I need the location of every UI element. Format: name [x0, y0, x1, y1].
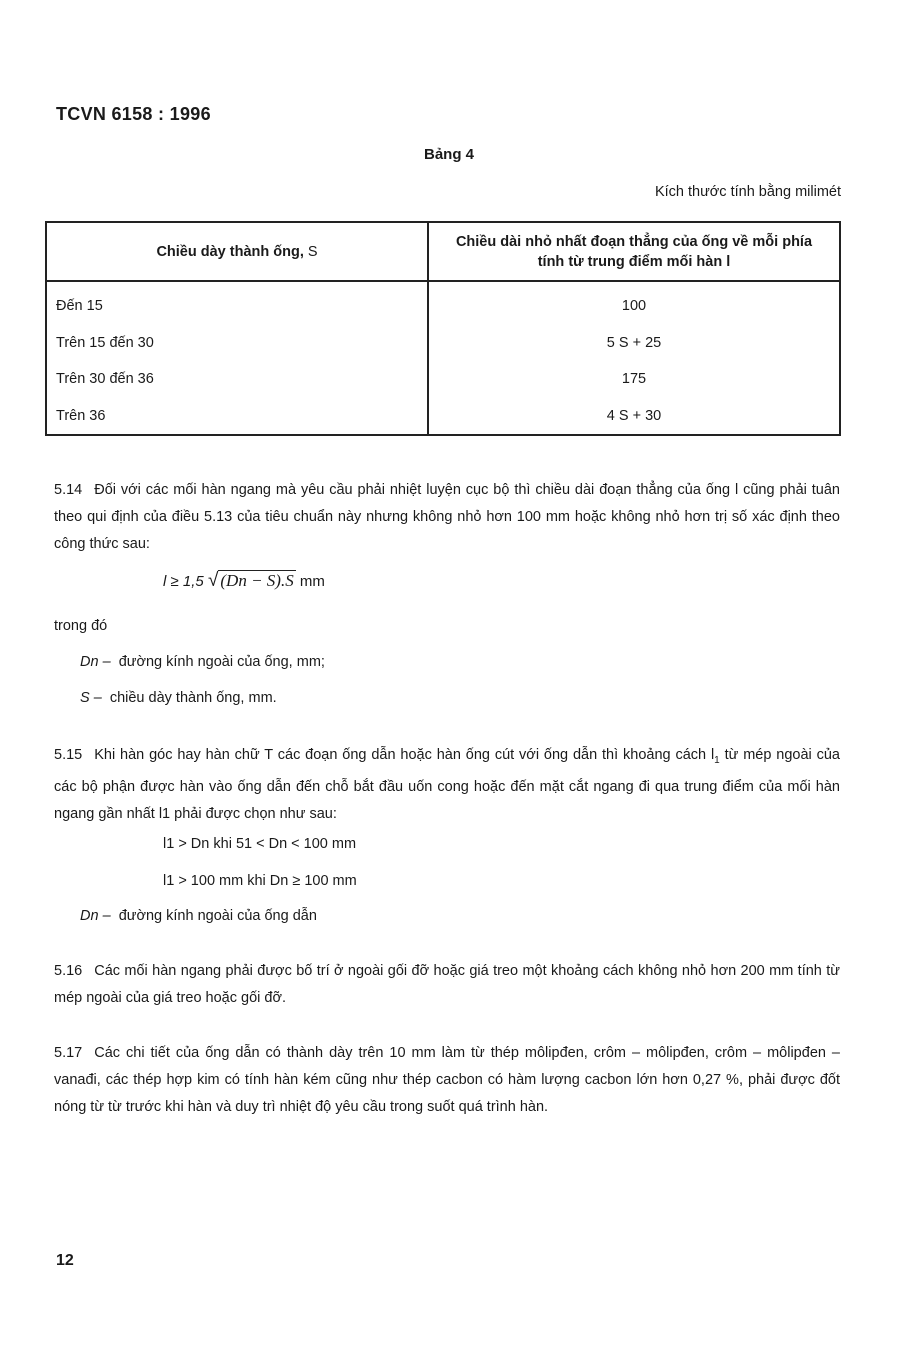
definition-dn-2: Dn – đường kính ngoài của ống dẫn — [80, 908, 317, 924]
table-title: Bảng 4 — [423, 146, 474, 163]
table-row — [46, 281, 840, 325]
thickness-cell: Đến 15 — [46, 281, 428, 325]
where-label: trong đó — [54, 618, 108, 634]
clause-number: 5.14 — [54, 482, 83, 498]
formula-lhs: l ≥ 1,5 — [163, 573, 204, 590]
formula — [163, 570, 325, 592]
table-row — [46, 361, 840, 398]
clause-5-14 — [54, 477, 840, 558]
length-cell: 175 — [428, 361, 840, 398]
table-row — [46, 398, 840, 436]
formula-unit: mm — [299, 573, 325, 590]
clause-number: 5.16 — [54, 963, 83, 979]
clause-text: Các chi tiết của ống dẫn có thành dày trên 10 mm làm từ thép môlipđen, crôm – môlipđen, crôm – môlipđen – vanađi, các thép hợp kim có tính hàn kém cũng như thép cacbon có hàm lượng cacbon lớn hơn 0,27 %, phải được đốt nóng từ từ trước khi hàn và duy trì nhiệt độ yêu cầu trong suốt quá trình hàn. — [54, 1045, 840, 1115]
unit-note: Kích thước tính bằng milimét — [654, 184, 841, 200]
sqrt-sign-icon: √ — [207, 570, 219, 591]
definition-s: S – chiều dày thành ống, mm. — [80, 690, 277, 706]
clause-5-16 — [54, 958, 840, 1012]
clause-5-15: 5.15 Khi hàn góc hay hàn chữ T các đoạn ống dẫn hoặc hàn ống cút với ống dẫn thì khoảng cách $l_1$ từ mép ngoài của các bộ phận được hàn vào ống dẫn đến chỗ bắt đầu uốn cong hoặc đến mặt cắt ngang đi qua trung điểm của mối hàn ngang gần nhất l1 phải được chọn như sau: — [54, 747, 840, 822]
thickness-cell: Trên 30 đến 36 — [46, 361, 428, 398]
clause-number: 5.17 — [54, 1045, 83, 1061]
thickness-cell: Trên 36 — [46, 398, 428, 436]
spec-table — [45, 221, 841, 436]
col-header-length: Chiều dài nhỏ nhất đoạn thẳng của ống về mỗi phía tính từ trung điểm mối hàn l — [428, 222, 840, 281]
thickness-cell: Trên 15 đến 30 — [46, 325, 428, 362]
clause-number: 5.15 — [54, 747, 83, 763]
length-cell: 4 S + 30 — [428, 398, 840, 436]
table-header-row — [46, 222, 840, 281]
page-number: 12 — [56, 1252, 74, 1269]
length-cell: 100 — [428, 281, 840, 325]
col-header-thickness: Chiều dày thành ống, S — [46, 222, 428, 281]
standard-code: TCVN 6158 : 1996 — [56, 104, 211, 124]
formula-radicand: (Dn − S).S — [220, 571, 294, 590]
definition-dn: Dn – đường kính ngoài của ống, mm; — [80, 654, 325, 670]
table-row — [46, 325, 840, 362]
clause-5-17 — [54, 1040, 840, 1121]
clause-text: Các mối hàn ngang phải được bố trí ở ngoài gối đỡ hoặc giá treo một khoảng cách không nhỏ hơn 200 mm tính từ mép ngoài của giá treo hoặc gối đỡ. — [54, 963, 840, 1006]
clause-text: Đối với các mối hàn ngang mà yêu cầu phải nhiệt luyện cục bộ thì chiều dài đoạn thẳng của ống l cũng phải tuân theo qui định của điều 5.13 của tiêu chuẩn này nhưng không nhỏ hơn 100 mm hoặc không nhỏ hơn trị số xác định theo công thức sau: — [54, 482, 840, 552]
condition-1: l1 > Dn khi 51 < Dn < 100 mm — [163, 836, 357, 852]
length-cell: 5 S + 25 — [428, 325, 840, 362]
condition-2: l1 > 100 mm khi Dn ≥ 100 mm — [163, 873, 357, 889]
